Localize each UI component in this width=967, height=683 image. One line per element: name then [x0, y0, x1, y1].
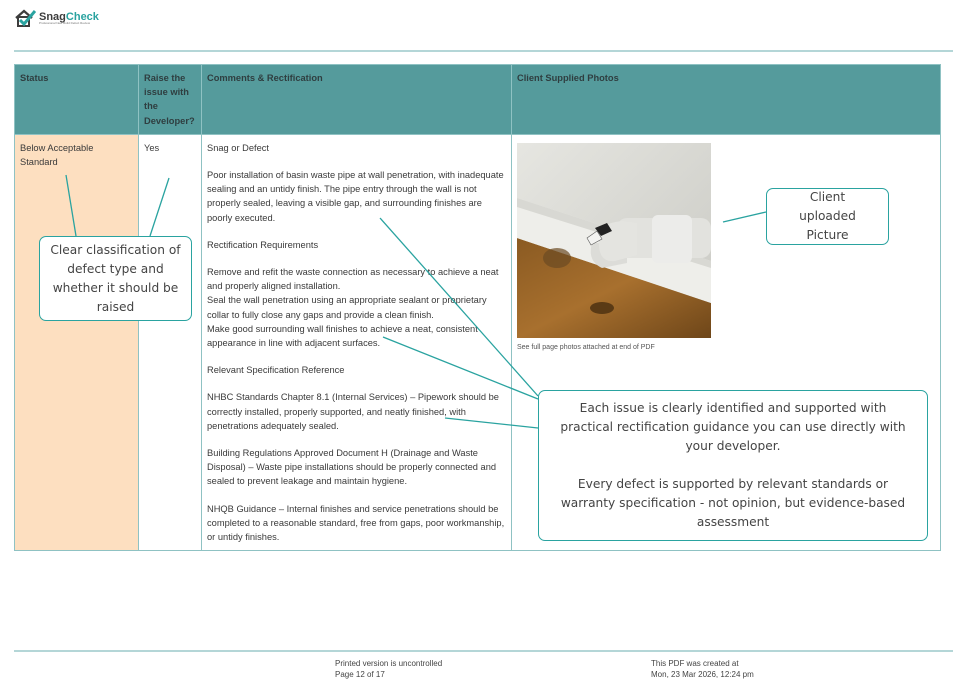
- created-label: This PDF was created at: [651, 659, 739, 668]
- logo-name-part1: Snag: [39, 10, 66, 23]
- defect-description: Poor installation of basin waste pipe at wall penetration, with inadequate sealing and an untidy finish. The pipe entry through the wall is not properly sealed, leaving a visible gap, and surrounding finishes are poorly executed.: [207, 170, 504, 223]
- header-comments: Comments & Rectification: [202, 65, 512, 135]
- created-timestamp: Mon, 23 Mar 2026, 12:24 pm: [651, 670, 754, 679]
- status-cell: Below Acceptable Standard: [15, 134, 139, 550]
- rectification-item: Make good surrounding wall finishes to achieve a neat, consistent appearance in line with adjacent surfaces.: [207, 323, 478, 349]
- logo-name-part2: Check: [65, 10, 99, 23]
- spec-heading: Relevant Specification Reference: [207, 365, 345, 376]
- uncontrolled-notice: Printed version is uncontrolled: [335, 659, 443, 668]
- callout-guidance: [538, 390, 928, 541]
- callout-classification: Clear classification of defect type and whether it should be raised: [39, 236, 192, 321]
- footer-left: [335, 658, 442, 680]
- rectification-item: Remove and refit the waste connection as necessary to achieve a neat and properly aligned installation.: [207, 267, 499, 292]
- callout-guidance-p1: Each issue is clearly identified and supported with practical rectification guidance you can use directly with your developer.: [560, 401, 906, 453]
- table-header-row: [15, 65, 941, 135]
- header-divider: [14, 50, 953, 52]
- spec-item: NHQB Guidance – Internal finishes and service penetrations should be completed to a reasonable standard, free from gaps, poor workmanship, or untidy finishes.: [207, 503, 505, 543]
- callout-photo: [766, 188, 889, 245]
- defect-type-heading: Snag or Defect: [207, 142, 270, 153]
- spec-item: Building Regulations Approved Document H (Drainage and Waste Disposal) – Waste pipe installations should be properly connected and sealed to prevent leakage and maintain hygiene.: [207, 448, 497, 487]
- rectification-heading: Rectification Requirements: [207, 239, 319, 250]
- rectification-item: Seal the wall penetration using an appropriate sealant or proprietary collar to fully close any gaps and provide a clean finish.: [207, 295, 487, 320]
- spec-item: NHBC Standards Chapter 8.1 (Internal Services) – Pipework should be correctly installed, properly supported, and neatly finished, with penetrations adequately sealed.: [207, 392, 499, 431]
- photo-caption: See full page photos attached at end of PDF: [517, 343, 655, 351]
- callout-guidance-p2: Every defect is supported by relevant standards or warranty specification - not opinion, but evidence-based assessment: [560, 477, 906, 529]
- client-photo[interactable]: [517, 143, 711, 338]
- logo-tagline: Professional New Build Defect Review: [39, 20, 91, 25]
- footer-divider: [14, 650, 953, 652]
- snagcheck-logo: [14, 8, 99, 28]
- header-status: Status: [15, 65, 139, 135]
- header-photos: Client Supplied Photos: [512, 65, 941, 135]
- footer-right: [651, 658, 754, 680]
- rectification-list: [207, 265, 506, 350]
- house-check-icon: [14, 8, 36, 28]
- raise-cell: Yes: [139, 134, 202, 550]
- callout-photo-text: Client uploaded Picture: [799, 190, 856, 242]
- header-raise: Raise the issue with the Developer?: [139, 65, 202, 135]
- page-number: Page 12 of 17: [335, 670, 385, 679]
- comments-cell: [202, 134, 512, 550]
